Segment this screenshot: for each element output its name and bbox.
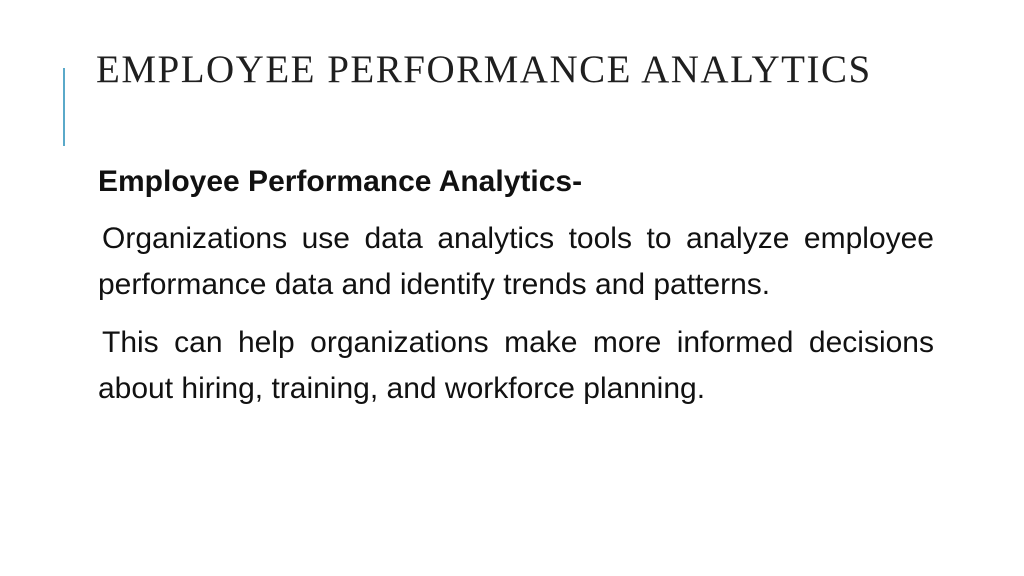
slide-title: EMPLOYEE PERFORMANCE ANALYTICS xyxy=(96,48,872,91)
body-paragraph-2: This can help organizations make more informed decisions about hiring, training, and workforce planning. xyxy=(98,326,934,405)
title-accent-bar xyxy=(63,68,65,146)
body-subheading: Employee Performance Analytics- xyxy=(98,165,583,198)
slide-body xyxy=(98,160,934,424)
body-paragraph-1: Organizations use data analytics tools to analyze employee performance data and identify trends and patterns. xyxy=(98,222,934,301)
